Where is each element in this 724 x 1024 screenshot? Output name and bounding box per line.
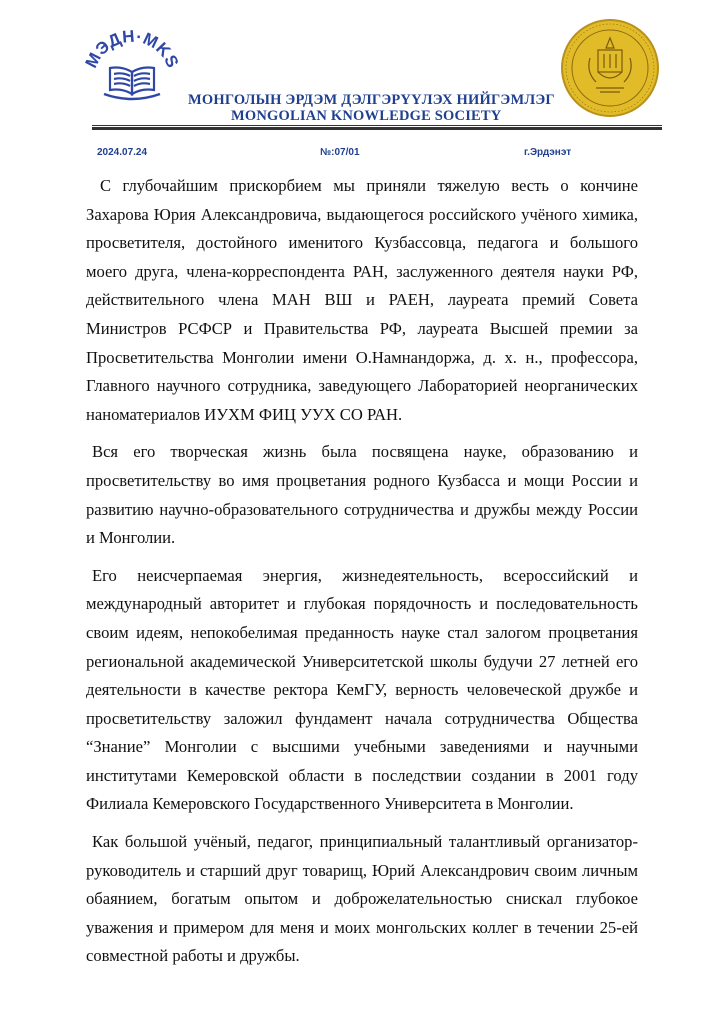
header-divider-thin: [92, 125, 662, 126]
logo-arc-text: ЭДН·MK: [91, 28, 175, 62]
org-name-mongolian: МОНГОЛЫН ЭРДЭМ ДЭЛГЭРҮҮЛЭХ НИЙГЭМЛЭГ: [188, 92, 555, 108]
letter-body: [86, 172, 638, 980]
svg-text:МЭДН·MKS: [84, 28, 180, 71]
document-number: №:07/01: [320, 147, 360, 158]
society-logo: [84, 28, 180, 106]
gold-seal-emblem-icon: [560, 18, 660, 118]
document-place: г.Эрдэнэт: [524, 147, 572, 158]
paragraph-4: Как большой учёный, педагог, принципиальный талантливый организатор-руководитель и старший друг товарищ, Юрий Александрович своим личным обаянием, богатым опытом и доброжелательностью снискал глубокое уважения и примером для меня и моих монгольских коллег в течении 25-ей совместной работы и дружбы.: [86, 832, 638, 966]
open-book-icon: [84, 28, 180, 106]
gold-seal-emblem: [560, 18, 660, 118]
paragraph-3: Его неисчерпаемая энергия, жизнедеятельность, всероссийский и международный авторитет и глубокая порядочность и последовательность своим идеям, непокобелимая преданность науке стал залогом процветания региональной академической Университетской школы будучи 27 летней его деятельности в качестве ректора КемГУ, верность человеческой дружбе и просветительству заложил фундамент начала сотрудничества Общества “Знание” Монголии с высшими учебными заведениями и научными институтами Кемеровской области в последствии создании в 2001 году Филиала Кемеровского Государственного Университета в Монголии.: [86, 565, 638, 814]
document-date: 2024.07.24: [97, 147, 148, 158]
header-divider-thick: [92, 127, 662, 130]
paragraph-1: С глубочайшим прискорбием мы приняли тяжелую весть о кончине Захарова Юрия Александровича, выдающегося российского учёного химика, просветителя, достойного именитого Кузбассовца, педагога и большого моего друга, члена-корреспондента РАН, заслуженного деятеля науки РФ, действительного члена МАН ВШ и РАЕН, лауреата премий Совета Министров РСФСР и Правительства РФ, лауреата Высшей премии за Просветительства Монголии имени О.Намнандоржа, д. х. н., профессора, Главного научного сотрудника, заведующего Лабораторией неорганических наноматериалов ИУХМ ФИЦ УУХ СО РАН.: [86, 176, 638, 424]
org-name-english: MONGOLIAN KNOWLEDGE SOCIETY: [231, 108, 502, 124]
paragraph-2: Вся его творческая жизнь была посвящена науке, образованию и просветительству во имя процветания родного Кузбасса и мощи России и развитию научно-образовательного сотрудничества и дружбы между России и Монголии.: [86, 442, 638, 548]
